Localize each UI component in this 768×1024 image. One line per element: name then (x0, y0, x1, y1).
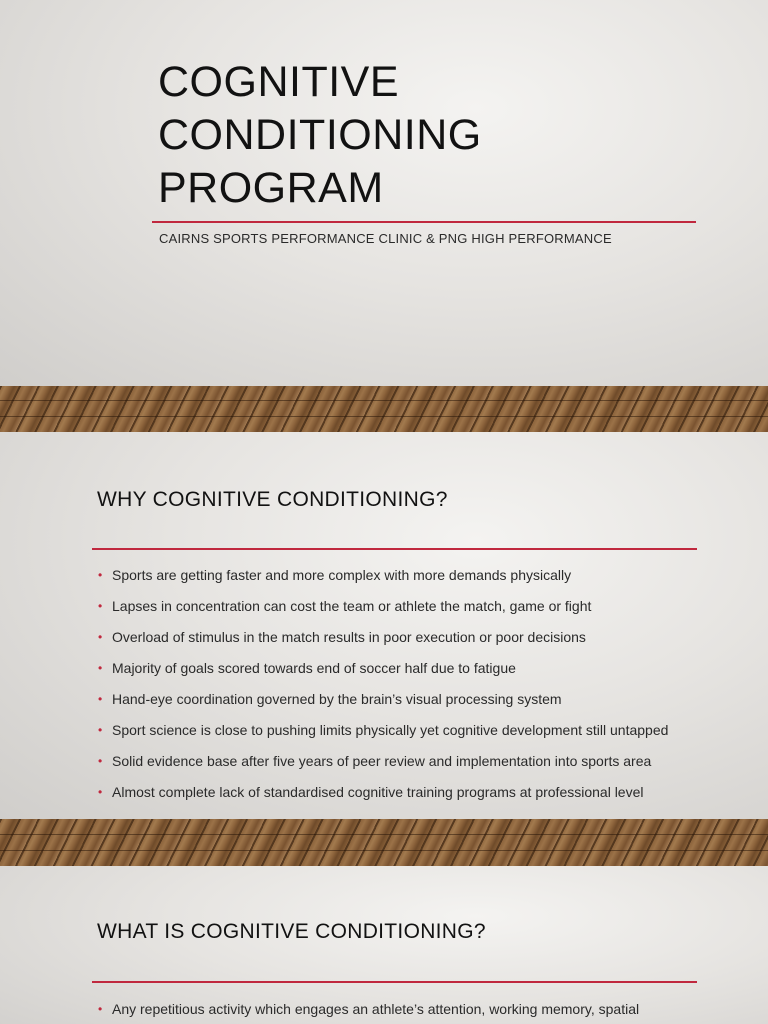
bullet-text: Almost complete lack of standardised cognitive training programs at professional level (112, 784, 644, 800)
bullet-icon: • (98, 630, 103, 644)
bullet-icon: • (98, 692, 103, 706)
bullet-item (98, 659, 668, 690)
title-line: CONDITIONING (158, 111, 482, 159)
title-divider (152, 221, 696, 223)
bullet-icon: • (98, 785, 103, 799)
slide-heading: WHY COGNITIVE CONDITIONING? (97, 488, 448, 511)
bullet-text: Any repetitious activity which engages an athlete’s attention, working memory, spatial (112, 1001, 640, 1017)
bullet-list (98, 1000, 639, 1024)
bullet-icon: • (98, 599, 103, 613)
bullet-icon: • (98, 1002, 103, 1016)
title-line: COGNITIVE (158, 58, 400, 106)
bullet-icon: • (98, 723, 103, 737)
bullet-text: Sports are getting faster and more complex with more demands physically (112, 567, 572, 583)
heading-divider (92, 981, 697, 983)
slide-title (158, 56, 482, 215)
bullet-text: Hand-eye coordination governed by the brain’s visual processing system (112, 691, 562, 707)
slide-heading: WHAT IS COGNITIVE CONDITIONING? (97, 920, 486, 943)
bullet-item (98, 597, 668, 628)
bullet-item (98, 690, 668, 721)
bullet-list (98, 566, 668, 814)
heading-divider (92, 548, 697, 550)
title-line: PROGRAM (158, 164, 384, 212)
bullet-text: Solid evidence base after five years of peer review and implementation into sports area (112, 753, 652, 769)
bullet-text: Overload of stimulus in the match results in poor execution or poor decisions (112, 629, 586, 645)
bullet-text: Majority of goals scored towards end of soccer half due to fatigue (112, 660, 516, 676)
wood-floor-separator (0, 819, 768, 866)
bullet-item (98, 628, 668, 659)
bullet-icon: • (98, 754, 103, 768)
bullet-item (98, 752, 668, 783)
wood-floor-separator (0, 386, 768, 432)
title-slide (0, 0, 768, 386)
bullet-icon: • (98, 661, 103, 675)
bullet-text: Sport science is close to pushing limits physically yet cognitive development still untapped (112, 722, 669, 738)
bullet-icon: • (98, 568, 103, 582)
bullet-text: Lapses in concentration can cost the team or athlete the match, game or fight (112, 598, 592, 614)
what-slide (0, 866, 768, 1024)
bullet-item (98, 783, 668, 814)
bullet-item (98, 566, 668, 597)
bullet-item (98, 721, 668, 752)
bullet-item (98, 1000, 639, 1024)
why-slide (0, 432, 768, 819)
slide-subtitle: CAIRNS SPORTS PERFORMANCE CLINIC & PNG HIGH PERFORMANCE (159, 231, 612, 246)
